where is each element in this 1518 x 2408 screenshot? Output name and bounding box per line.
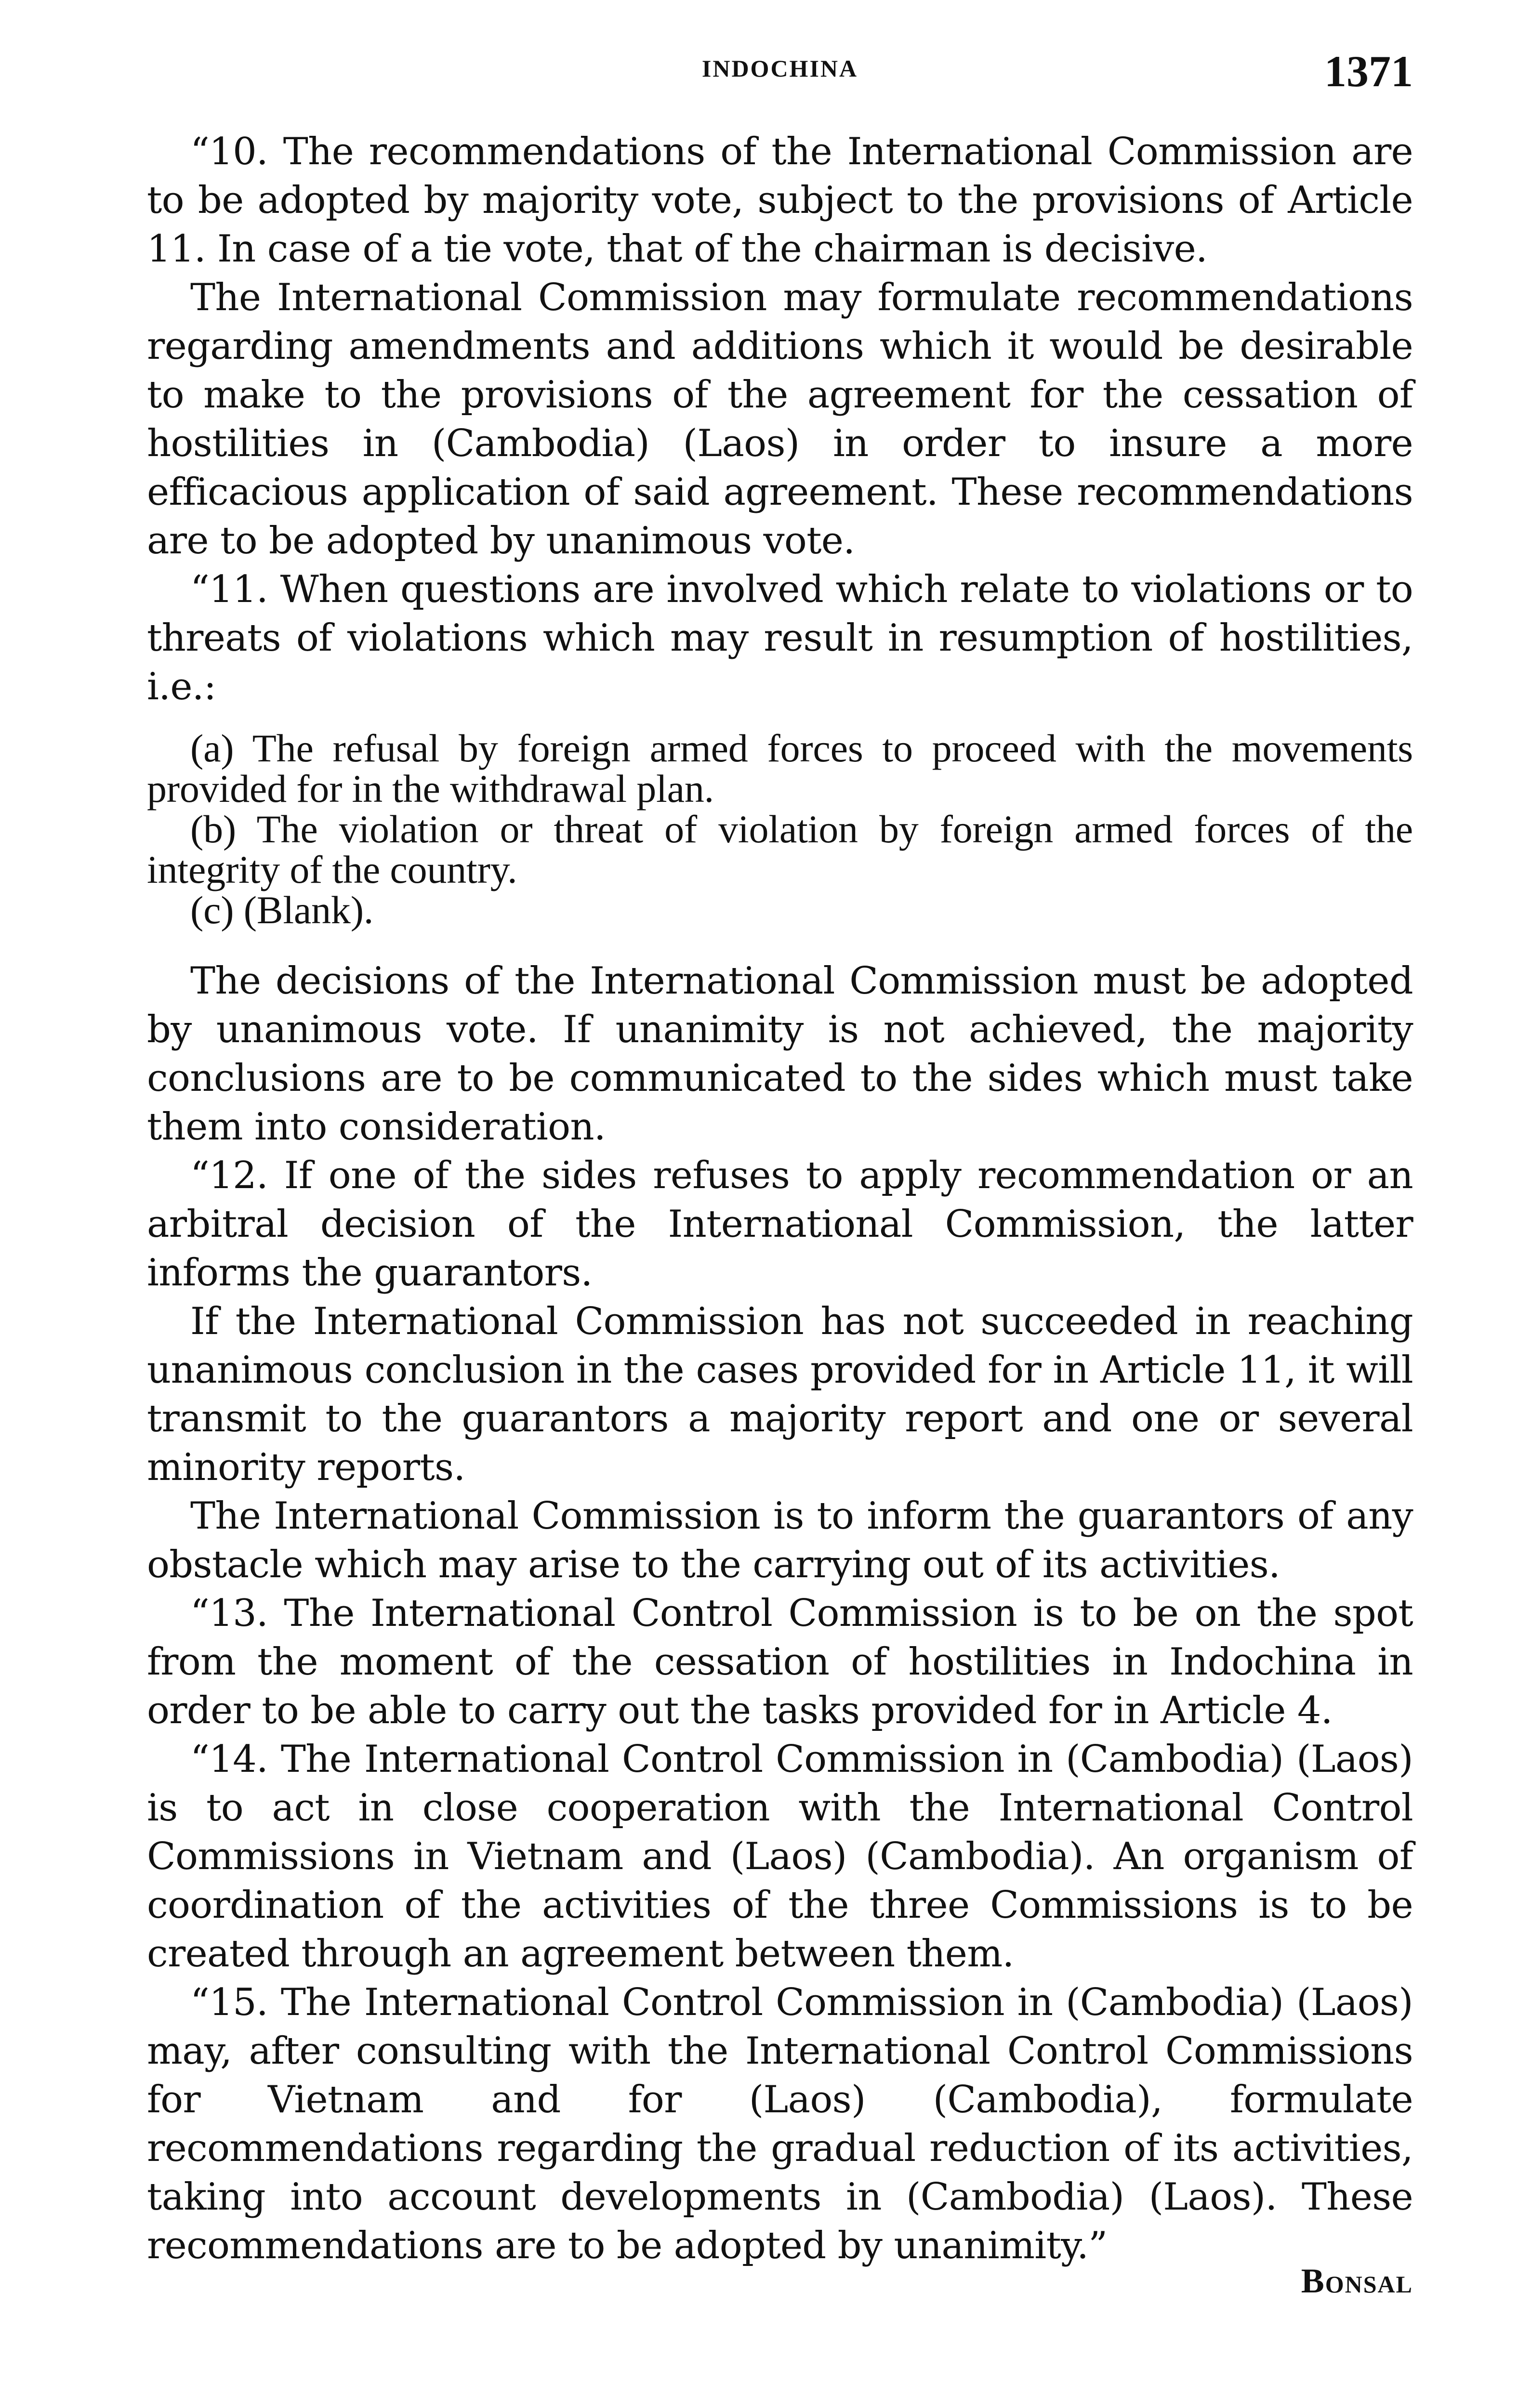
paragraph-majority-report: If the International Commission has not succeeded in reaching unanimous conclusion in the cases provided for in Article 11, it will transmit to the guarantors a majority report and one or several minority reports.	[147, 1300, 1413, 1489]
list-text-c: (Blank).	[243, 888, 374, 932]
page-number: 1371	[1324, 47, 1413, 96]
list-marker-b: (b)	[190, 807, 237, 851]
page-header	[147, 46, 1413, 104]
list-text-b: The violation or threat of violation by foreign armed forces of the integrity of the country.	[147, 807, 1413, 891]
paragraph-inform-guarantors: The International Commission is to inform the guarantors of any obstacle which may arise to the carrying out of its activities.	[147, 1494, 1413, 1586]
running-head: INDOCHINA	[701, 55, 858, 82]
paragraph-article-10: “10. The recommendations of the International Commission are to be adopted by majority vote, subject to the provisions of Article 11. In case of a tie vote, that of the chairman is decisive.	[147, 130, 1413, 271]
list-item-c	[147, 890, 1413, 930]
violations-list	[147, 728, 1413, 930]
list-marker-a: (a)	[190, 726, 234, 770]
paragraph-article-15: “15. The International Control Commission in (Cambodia) (Laos) may, after consulting with the International Control Commissions for Vietnam and for (Laos) (Cambodia), formulate recommendations regarding the gradual reduction of its activities, taking into account developments in (Cambodia) (Laos). These recommendations are to be adopted by unanimity.”	[147, 1981, 1413, 2267]
list-item-a	[147, 728, 1413, 809]
list-marker-c: (c)	[190, 888, 234, 932]
paragraph-recommendations-amendments: The International Commission may formulate recommendations regarding amendments and additions which it would be desirable to make to the provisions of the agreement for the cessation of hostilities in (Cambodia) (Laos) in order to insure a more efficacious application of said agreement. These recommendations are to be adopted by unanimous vote.	[147, 276, 1413, 563]
list-item-b	[147, 809, 1413, 890]
paragraph-article-11: “11. When questions are involved which relate to violations or to threats of violations which may result in resumption of hostilities, i.e.:	[147, 568, 1413, 708]
paragraph-unanimous-decisions: The decisions of the International Commission must be adopted by unanimous vote. If unanimity is not achieved, the majority conclusions are to be communicated to the sides which must take them into consideration.	[147, 959, 1413, 1149]
paragraph-article-12: “12. If one of the sides refuses to apply recommendation or an arbitral decision of the International Commission, the latter informs the guarantors.	[147, 1154, 1413, 1295]
signature-bonsal: Bonsal	[1301, 2262, 1413, 2300]
body-text	[147, 128, 1413, 2270]
paragraph-article-13: “13. The International Control Commission is to be on the spot from the moment of the cessation of hostilities in Indochina in order to be able to carry out the tasks provided for in Article 4.	[147, 1592, 1413, 1732]
paragraph-article-14: “14. The International Control Commission in (Cambodia) (Laos) is to act in close cooperation with the International Control Commissions in Vietnam and (Laos) (Cambodia). An organism of coordination of the activities of the three Commissions is to be created through an agreement between them.	[147, 1738, 1413, 1976]
list-text-a: The refusal by foreign armed forces to proceed with the movements provided for in the withdrawal plan.	[147, 726, 1413, 811]
